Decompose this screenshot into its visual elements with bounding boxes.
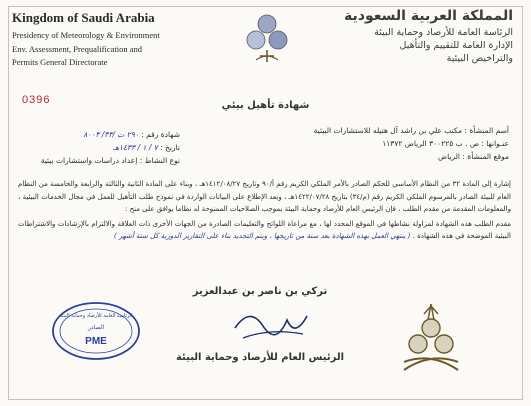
certificate-date-label: تاريخ : <box>160 143 180 152</box>
serial-number: 0396 <box>22 94 51 106</box>
header-line-en-2: Env. Assessment, Prequalification and <box>12 43 142 54</box>
certificate-date-row <box>20 141 180 154</box>
establishment-location-value: الرياض <box>438 152 460 161</box>
activity-type-value: إعداد دراسات واستشارات بيئية <box>40 156 138 165</box>
certificate-date-value: ٧ / ١ / ١٤٣٣هـ <box>112 143 158 152</box>
header-line-en-3: Permits General Directorate <box>12 57 108 67</box>
certificate-number-row <box>20 128 180 141</box>
certificate-number-value: ٢٩٠ ت /٣٣/ ٨٠٠٣ <box>83 130 139 139</box>
activity-type-label: نوع النشاط : <box>139 156 180 165</box>
header-line-ar-1: الرئاسة العامة للأرصاد وحماية البيئة <box>374 27 513 38</box>
activity-type-row <box>20 154 180 167</box>
establishment-name-label: أسم المنشأة : <box>464 126 509 135</box>
body-paragraph-2: مقدم الطلب هذه الشهادة لمزاولة نشاطها في الموقع المحدد لها ، مع مراعاة اللوائح والتعليمات الصادرة من الجهات الأخرى ذات العلاقة والالتزام بالإرشادات والاشتراطات البيئية الموضحة في هذه الشهادة . <box>18 219 511 240</box>
handwritten-validity-note: ( ينتهي العمل بهذه الشهادة بعد سنة من تاريخها ، ويتم التجديد بناء على التقارير الدورية كل ستة أشهر ) <box>113 232 411 240</box>
certificate-title: شهادة تأهيل بيئي <box>221 100 310 111</box>
country-name-ar: المملكة العربية السعودية <box>344 8 513 24</box>
pme-logo-icon <box>240 14 294 66</box>
establishment-address-value: ص . ب ٣٠٠٢٢٥ الرياض ١١٣٧٢ <box>382 139 479 148</box>
signatory-name: تركي بن ناصر بن عبدالعزيز <box>192 286 328 297</box>
establishment-info <box>279 124 509 163</box>
establishment-name-value: مكتب علي بن راشد آل هتيله للاستشارات البيئية <box>313 126 463 135</box>
official-stamp <box>50 300 142 362</box>
pme-emblem-icon <box>398 302 464 376</box>
stamp-abbr: PME <box>85 336 107 347</box>
body-paragraph-1: إشارة إلى المادة ٣٢ من النظام الأساسي للحكم الصادر بالأمر الملكي الكريم رقم أ/٩٠ وتاريخ ١٤١٢/٠٨/٢٧هـ ، وبناء على المادة الثانية والثالثة والرابعة والخامسة من النظام العام للبيئة الصادر بالمرسوم الملكي الكريم رقم (م/٣٤) بتاريخ ١٤٢٢/٠٧/٢٨هـ ، وبعد الإطلاع على البيانات الواردة في نموذج طلب التأهيل للعمل في مجال الخدمات البيئية ، والمعلومات المقدمة من مقدم الطلب ، فإن الرئيس العام للأرصاد وحماية البيئة بموجب الصلاحيات الممنوحة له نظاما يوافق على منح : <box>18 180 512 213</box>
certificate-info <box>20 128 180 167</box>
header-line-en-1: Presidency of Meteorology & Environment <box>12 30 160 40</box>
country-name-en: Kingdom of Saudi Arabia <box>12 10 155 25</box>
stamp-middle-text: الصادر <box>87 324 105 331</box>
establishment-address-row <box>279 137 509 150</box>
arabic-header <box>328 8 513 65</box>
establishment-location-row <box>279 150 509 163</box>
establishment-address-label: عنـوانها : <box>481 139 509 148</box>
signatory-title: الرئيس العام للأرصاد وحماية البيئة <box>175 352 345 363</box>
certificate-number-label: شهادة رقم : <box>141 130 180 139</box>
certificate-body <box>18 178 511 243</box>
establishment-location-label: موقع المنشأة : <box>462 152 509 161</box>
establishment-name-row <box>279 124 509 137</box>
header-line-ar-3: والتراخيص البيئية <box>446 53 513 64</box>
header-line-ar-2: الإدارة العامة للتقييم والتأهيل <box>399 40 513 51</box>
stamp-top-text: الرئاسة العامة للأرصاد وحماية البيئة <box>59 313 133 319</box>
body-paragraph-2-wrap <box>18 218 511 243</box>
english-header <box>12 10 192 70</box>
signature-icon <box>225 298 315 348</box>
